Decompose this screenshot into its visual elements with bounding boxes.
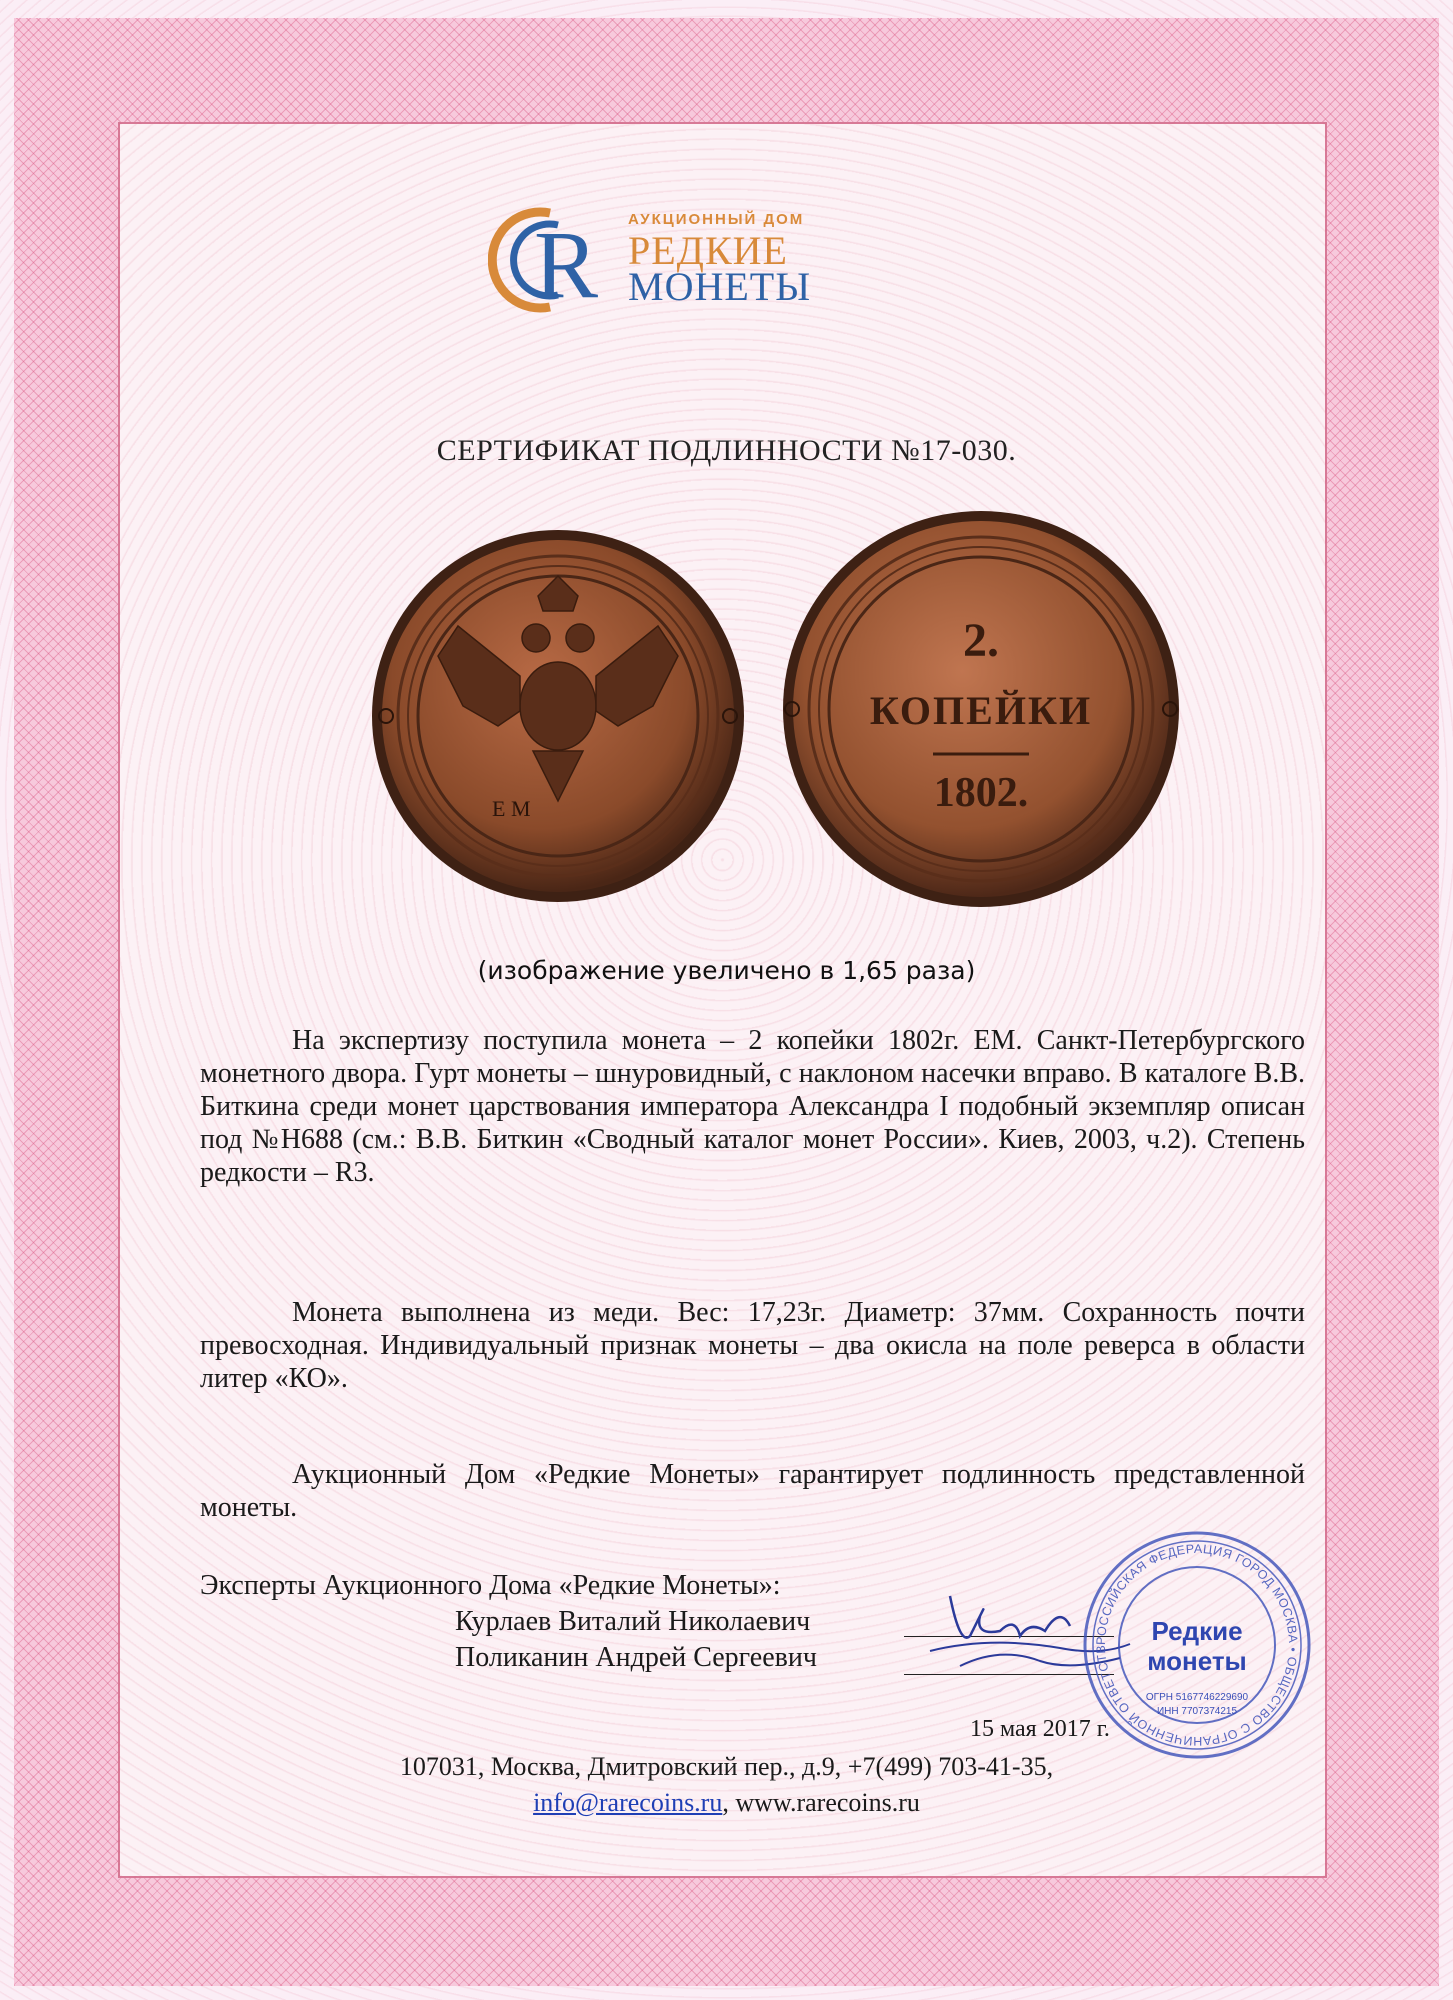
certificate-date: 15 мая 2017 г.: [970, 1716, 1110, 1742]
image-caption: (изображение увеличено в 1,65 раза): [477, 956, 976, 985]
stamp-center-line-1: Редкие: [1151, 1616, 1243, 1646]
coin-obverse: [368, 526, 748, 906]
experts-heading: Эксперты Аукционного Дома «Редкие Монеты»:: [200, 1570, 781, 1601]
logo-letter: R: [534, 211, 599, 315]
logo-emblem-icon: [488, 205, 628, 315]
coin-denomination: 2.: [963, 614, 999, 667]
paragraph-guarantee: Аукционный Дом «Редкие Монеты» гарантирует подлинность представленной монеты.: [200, 1459, 1305, 1523]
company-stamp: [1082, 1530, 1312, 1760]
logo-line-2: МОНЕТЫ: [628, 264, 812, 309]
stamp-center-line-2: монеты: [1147, 1646, 1247, 1676]
certificate-title: СЕРТИФИКАТ ПОДЛИННОСТИ №17-030.: [436, 434, 1017, 467]
mint-mark: Е М: [492, 796, 531, 821]
logo-subtitle: АУКЦИОННЫЙ ДОМ: [628, 211, 805, 228]
paragraph-description: Монета выполнена из меди. Вес: 17,23г. Диаметр: 37мм. Сохранность почти превосходная. Индивидуальный признак монеты – два окисла на поле реверса в области литер «КО».: [200, 1297, 1305, 1394]
logo-line-1: РЕДКИЕ: [628, 228, 788, 273]
company-logo: [488, 205, 848, 315]
address-line: 107031, Москва, Дмитровский пер., д.9, +7(499) 703-41-35,: [399, 1752, 1054, 1781]
coin-label: КОПЕЙКИ: [869, 688, 1093, 733]
email-link[interactable]: info@rarecoins.ru: [533, 1788, 723, 1817]
contact-line: [0, 1788, 1453, 1818]
stamp-ring-text: РОССИЙСКАЯ ФЕДЕРАЦИЯ ГОРОД МОСКВА • ОБЩЕСТВО С ОГРАНИЧЕННОЙ ОТВЕТСТВ: [1093, 1541, 1301, 1749]
coin-year: 1802.: [933, 770, 1029, 816]
paragraph-expertise: На экспертизу поступила монета – 2 копейки 1802г. ЕМ. Санкт-Петербургского монетного двора. Гурт монеты – шнуровидный, с наклоном насечки вправо. В каталоге В.В. Биткина среди монет царствования императора Александра I подобный экземпляр описан под №Н688 (см.: В.В. Биткин «Сводный каталог монет России». Киев, 2003, ч.2). Степень редкости – R3.: [200, 1025, 1305, 1188]
stamp-inn: ИНН 7707374215: [1156, 1706, 1238, 1717]
website-text: , www.rarecoins.ru: [722, 1788, 920, 1817]
expert-name-2: Поликанин Андрей Сергеевич: [455, 1642, 817, 1673]
expert-name-1: Курлаев Виталий Николаевич: [455, 1606, 811, 1637]
stamp-ogrn: ОГРН 5167746229690: [1145, 1692, 1249, 1703]
coin-reverse: [778, 506, 1184, 912]
